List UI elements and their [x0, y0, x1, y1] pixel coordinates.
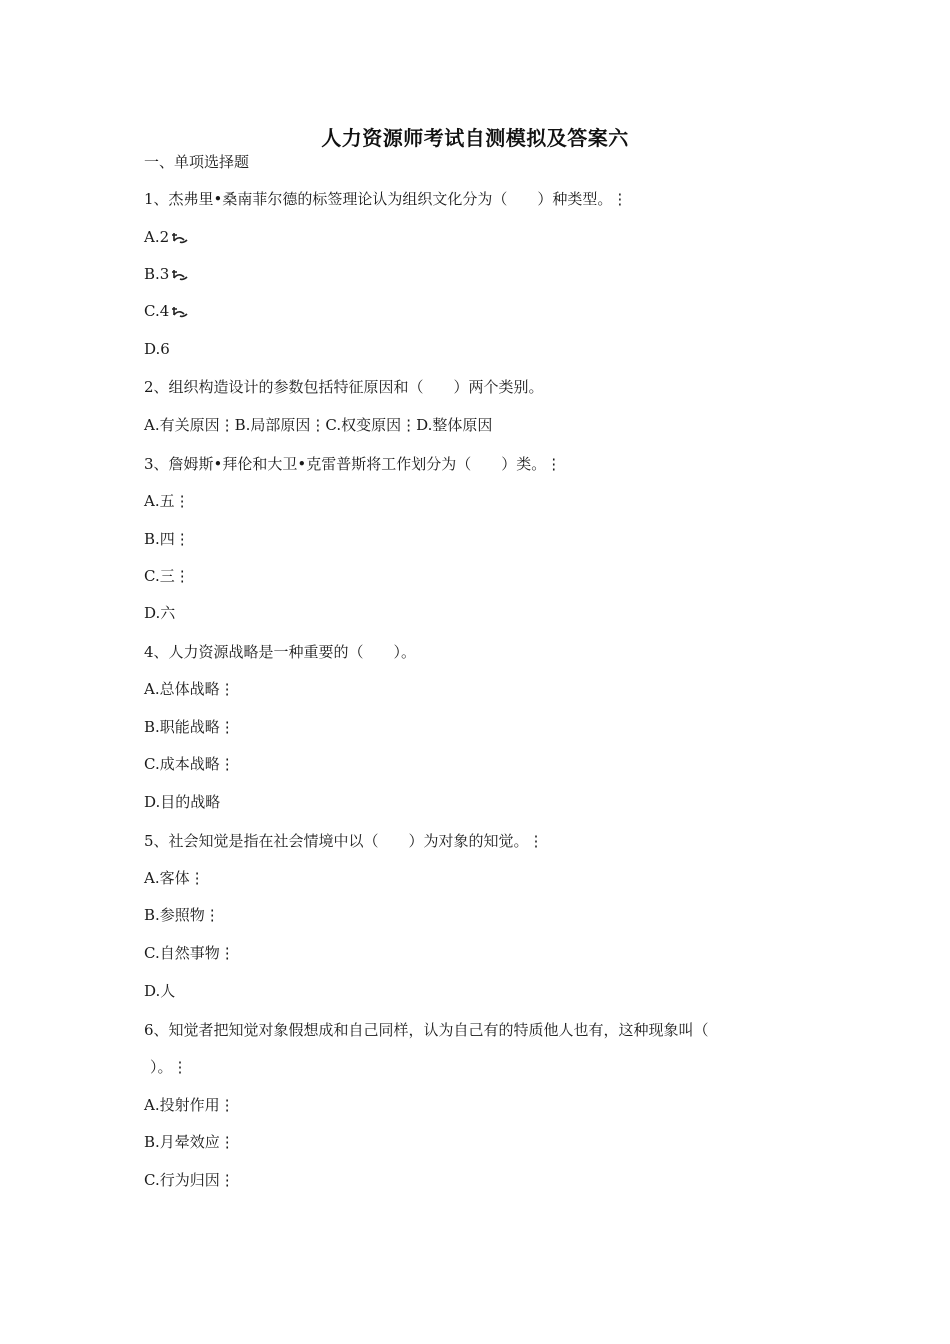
option-1b: B.3: [144, 264, 189, 284]
option-4b: B.职能战略⋮: [144, 718, 235, 736]
option-3c: C.三⋮: [144, 567, 190, 585]
option-3b: B.四⋮: [144, 530, 190, 548]
section-heading: 一、单项选择题: [144, 153, 250, 171]
option-4d: D.目的战略: [144, 793, 221, 811]
option-4a: A.总体战略⋮: [144, 680, 235, 698]
question-6-cont: ）。⋮: [150, 1058, 188, 1076]
option-5a: A.客体⋮: [144, 869, 205, 887]
option-3d: D.六: [144, 604, 176, 622]
cursor-glyph-icon: [171, 306, 189, 318]
document-title: 人力资源师考试自测模拟及答案六: [321, 126, 629, 150]
option-1a: A.2: [144, 227, 189, 247]
option-6b: B.月晕效应⋮: [144, 1133, 235, 1151]
option-5b: B.参照物⋮: [144, 906, 220, 924]
question-6: 6、知觉者把知觉对象假想成和自己同样，认为自己有的特质他人也有，这种现象叫（: [144, 1021, 709, 1039]
question-5: 5、社会知觉是指在社会情境中以（ ）为对象的知觉。⋮: [144, 832, 544, 850]
option-6c: C.行为归因⋮: [144, 1171, 235, 1189]
option-5c: C.自然事物⋮: [144, 944, 235, 962]
question-1: 1、杰弗里•桑南菲尔德的标签理论认为组织文化分为（ ）种类型。⋮: [144, 190, 628, 208]
option-5d: D.人: [144, 982, 176, 1000]
options-2: A.有关原因⋮B.局部原因⋮C.权变原因⋮D.整体原因: [144, 416, 493, 434]
question-4: 4、人力资源战略是一种重要的（ ）。: [144, 643, 417, 661]
cursor-glyph-icon: [171, 269, 189, 281]
option-4c: C.成本战略⋮: [144, 755, 235, 773]
question-2: 2、组织构造设计的参数包括特征原因和（ ）两个类别。: [144, 378, 544, 396]
option-3a: A.五⋮: [144, 492, 190, 510]
option-1c: C.4: [144, 301, 189, 321]
option-1d: D.6: [144, 340, 170, 358]
option-6a: A.投射作用⋮: [144, 1096, 235, 1114]
cursor-glyph-icon: [171, 232, 189, 244]
question-3: 3、詹姆斯•拜伦和大卫•克雷普斯将工作划分为（ ）类。⋮: [144, 455, 562, 473]
